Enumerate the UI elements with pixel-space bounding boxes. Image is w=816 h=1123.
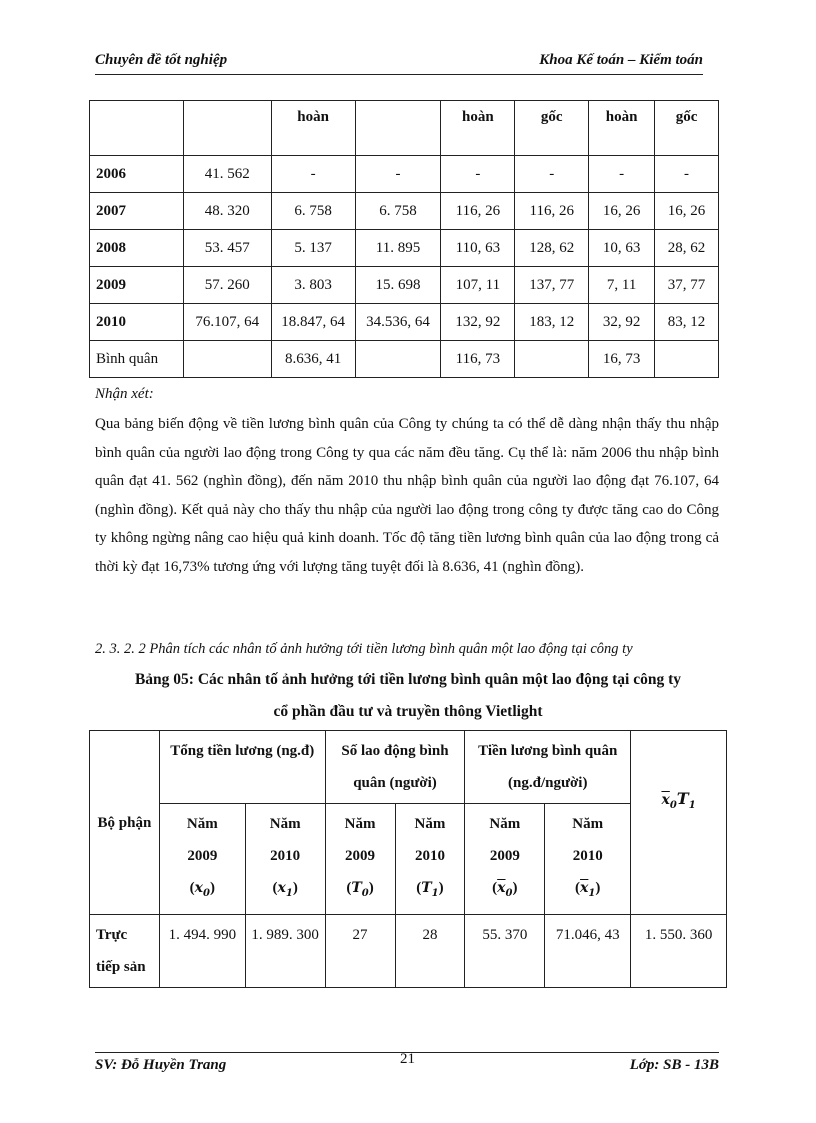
table-cell: 128, 62 [515, 230, 589, 267]
table-cell: 16, 26 [655, 193, 719, 230]
var-sub: 0 [361, 888, 369, 899]
table-cell: 16, 73 [589, 341, 655, 378]
table-cell: 37, 77 [655, 267, 719, 304]
table-cell: gốc [515, 101, 589, 156]
table-cell: 2006 [90, 156, 184, 193]
var-xbar: $\overline{x}$ [497, 880, 506, 896]
table-cell: 8.636, 41 [271, 341, 355, 378]
table-cell: 41. 562 [183, 156, 271, 193]
factor-table [89, 730, 727, 988]
table-cell: 27 [325, 915, 395, 988]
table-cell: 1. 494. 990 [159, 915, 245, 988]
year-prefix: Năm [572, 816, 604, 832]
table-cell: 2007 [90, 193, 184, 230]
sub-header-xbar0: Năm 2009 $(\overline{x}_0)$ [465, 804, 545, 915]
table-cell: 53. 457 [183, 230, 271, 267]
table-title-line1: Bảng 05: Các nhân tố ảnh hưởng tới tiền lương bình quân một lao động tại công ty [134, 671, 682, 688]
table-cell: 55. 370 [465, 915, 545, 988]
table-cell [515, 341, 589, 378]
table-cell: 116, 26 [441, 193, 515, 230]
table-cell: hoàn [589, 101, 655, 156]
sub-header-t0: Năm 2009 $(T_0)$ [325, 804, 395, 915]
t-symbol: T [676, 789, 689, 808]
table-cell [183, 101, 271, 156]
table-row [90, 915, 727, 988]
page-header [95, 52, 703, 75]
x-sub: 0 [669, 800, 677, 811]
year-label: 2010 [270, 848, 301, 864]
table-cell: 183, 12 [515, 304, 589, 341]
group-header-workers: Số lao động bình quân (người) [325, 731, 465, 804]
footer-class: Lớp: SB - 13B [629, 1057, 719, 1073]
year-prefix: Năm [186, 816, 218, 832]
table-cell: - [655, 156, 719, 193]
table-cell: hoàn [271, 101, 355, 156]
table-cell: 48. 320 [183, 193, 271, 230]
page-number: 21 [400, 1051, 415, 1067]
page-footer [95, 1052, 719, 1077]
table-cell [183, 341, 271, 378]
year-prefix: Năm [414, 816, 446, 832]
table-cell: 132, 92 [441, 304, 515, 341]
salary-growth-table [89, 100, 719, 378]
bo-phan-header: Bộ phận [90, 731, 160, 915]
product-header [631, 731, 727, 915]
analysis-paragraph: Qua bảng biến động về tiền lương bình quân của Công ty chúng ta có thể dễ dàng nhận thấy thu nhập bình quân của người lao động trong Công ty qua các năm đều tăng. Cụ thể là: năm 2006 thu nhập bình quân đạt 41. 562 (nghìn đồng), đến năm 2010 thu nhập bình quân của người lao động đạt 76.107, 64 (nghìn đồng). Kết quả này cho thấy thu nhập của người lao động trong công ty được tăng cao do Công ty không ngừng nâng cao hiệu quả kinh doanh. Tốc độ tăng tiền lương bình quân của lao động trong cả thời kỳ đạt 16,73% tương ứng với lượng tăng tuyệt đối là 8.636, 41 (nghìn đồng). [95, 416, 719, 575]
table-row [90, 193, 719, 230]
sub-header-xbar1: Năm 2010 $(\overline{x}_1)$ [545, 804, 631, 915]
var-x: x [277, 880, 286, 896]
table-cell: - [441, 156, 515, 193]
remark-label: Nhận xét: [95, 386, 154, 402]
table-row [90, 341, 719, 378]
table-cell: 6. 758 [271, 193, 355, 230]
table-cell: 16, 26 [589, 193, 655, 230]
table-cell [355, 341, 441, 378]
table-cell: gốc [655, 101, 719, 156]
table-row [90, 101, 719, 156]
var-xbar: $\overline{x}$ [580, 880, 589, 896]
table-cell: 18.847, 64 [271, 304, 355, 341]
table-cell: hoàn [441, 101, 515, 156]
group-header-avg-salary: Tiền lương bình quân (ng.đ/người) [465, 731, 631, 804]
table-row [90, 230, 719, 267]
table-cell: 1. 550. 360 [631, 915, 727, 988]
table-cell: 32, 92 [589, 304, 655, 341]
var-sub: 1 [588, 888, 596, 899]
table-cell: 137, 77 [515, 267, 589, 304]
table-cell: 11. 895 [355, 230, 441, 267]
sub-header-x0: Năm 2009 $(x_0)$ [159, 804, 245, 915]
table-cell: 1. 989. 300 [245, 915, 325, 988]
table-cell: 76.107, 64 [183, 304, 271, 341]
table-row [90, 304, 719, 341]
year-label: 2009 [489, 848, 520, 864]
var-sub: 1 [431, 888, 439, 899]
t-sub: 1 [688, 800, 696, 811]
table-cell: 71.046, 43 [545, 915, 631, 988]
table-cell: 34.536, 64 [355, 304, 441, 341]
table-cell: 110, 63 [441, 230, 515, 267]
table-cell: 107, 11 [441, 267, 515, 304]
var-x: x [194, 880, 204, 896]
table-cell: 83, 12 [655, 304, 719, 341]
year-prefix: Năm [344, 816, 376, 832]
year-prefix: Năm [489, 816, 521, 832]
table-cell: 2008 [90, 230, 184, 267]
table-cell: 10, 63 [589, 230, 655, 267]
var-sub: 0 [505, 888, 513, 899]
table-cell: 2010 [90, 304, 184, 341]
sub-header-t1: Năm 2010 $(T_1)$ [395, 804, 465, 915]
year-label: 2010 [572, 848, 603, 864]
table-cell: 15. 698 [355, 267, 441, 304]
table-row [90, 156, 719, 193]
x-bar-symbol: $\overline{x}$ [661, 792, 670, 808]
var-t: T [351, 880, 362, 896]
year-label: 2009 [187, 848, 218, 864]
table-cell: 116, 73 [441, 341, 515, 378]
table-title-line2: cổ phần đầu tư và truyền thông Vietlight [273, 703, 543, 720]
sub-header-x1: Năm 2010 $(x_1)$ [245, 804, 325, 915]
table-row [90, 731, 727, 804]
var-t: T [421, 880, 432, 896]
table-cell: 28 [395, 915, 465, 988]
year-label: 2010 [414, 848, 445, 864]
table-cell: 6. 758 [355, 193, 441, 230]
header-left: Chuyên đề tốt nghiệp [95, 52, 228, 68]
table-cell: 2009 [90, 267, 184, 304]
year-label: 2009 [345, 848, 376, 864]
table-cell: - [589, 156, 655, 193]
table-cell: Bình quân [90, 341, 184, 378]
section-heading: 2. 3. 2. 2 Phân tích các nhân tố ảnh hưởng tới tiền lương bình quân một lao động tại công ty [95, 641, 633, 657]
table-cell: - [355, 156, 441, 193]
year-prefix: Năm [269, 816, 301, 832]
table-cell [90, 101, 184, 156]
table-cell: - [515, 156, 589, 193]
table-cell: - [271, 156, 355, 193]
table-cell [355, 101, 441, 156]
header-right: Khoa Kế toán – Kiểm toán [539, 52, 703, 68]
var-sub: 1 [285, 888, 293, 899]
group-header-total-salary: Tổng tiền lương (ng.đ) [159, 731, 325, 804]
table-cell: 116, 26 [515, 193, 589, 230]
table-cell: 57. 260 [183, 267, 271, 304]
table-row [90, 267, 719, 304]
table-cell: 3. 803 [271, 267, 355, 304]
table-cell: 5. 137 [271, 230, 355, 267]
table-cell: 28, 62 [655, 230, 719, 267]
footer-student: SV: Đỗ Huyền Trang [95, 1057, 227, 1073]
var-sub: 0 [203, 888, 210, 899]
table-cell: 7, 11 [589, 267, 655, 304]
table-cell [655, 341, 719, 378]
row-name: Trực tiếp sản [90, 915, 160, 988]
